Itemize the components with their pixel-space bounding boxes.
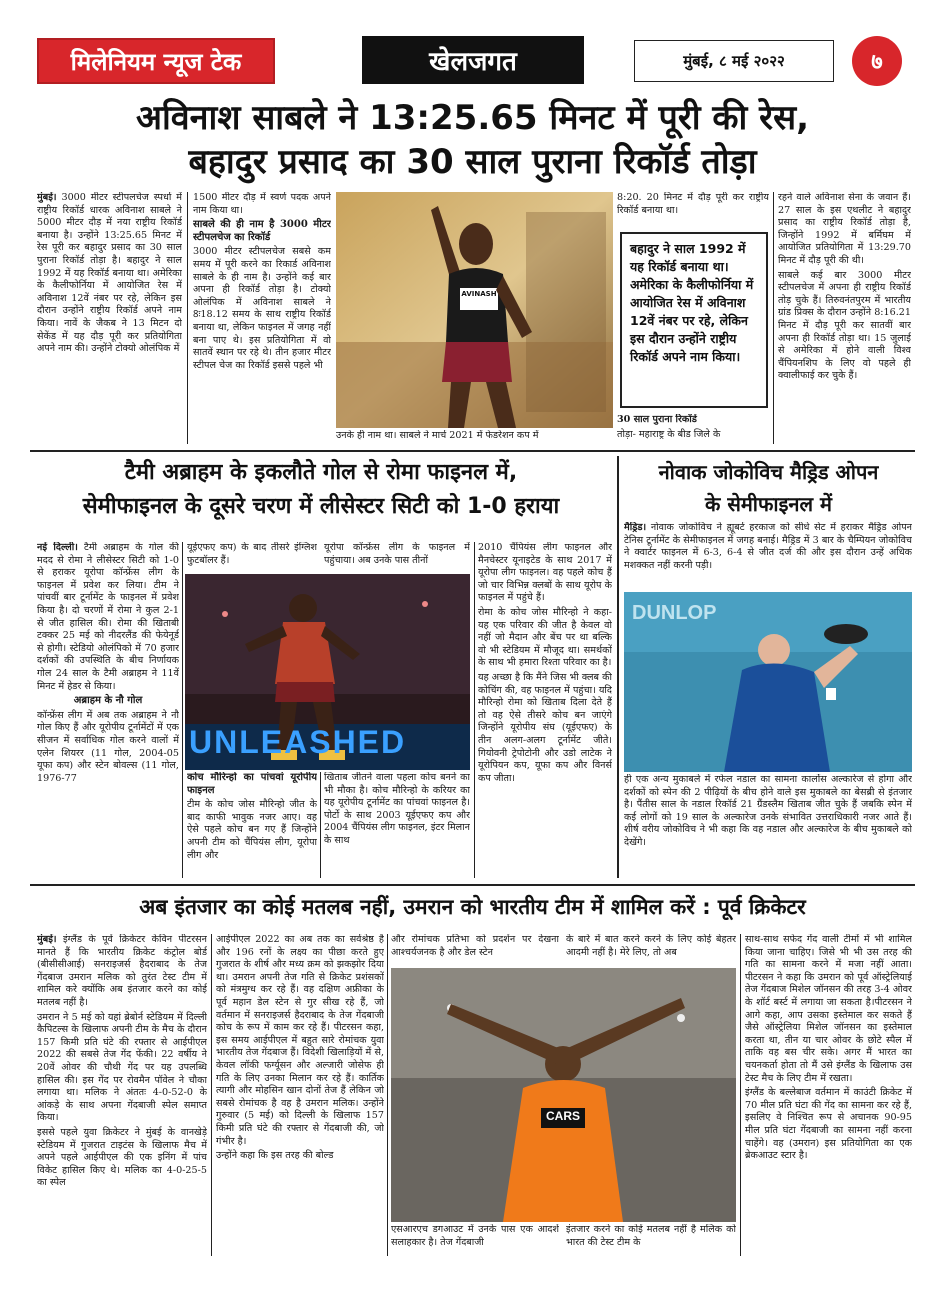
story1-callout-box bbox=[620, 232, 768, 408]
story1-headline bbox=[30, 96, 915, 184]
story2-column-3a bbox=[324, 542, 470, 570]
story2-col2a-text: यूईएफए कप) के बाद तीसरे इंग्लिश फुटबॉलर हैं। bbox=[187, 542, 317, 566]
story2-col4c-text: यह अच्छा है कि मैंने जिस भी क्लब की कोचिंग की, वह फाइनल में पहुंचा। यदि मौरिन्हो रोमा को खिताब दिला देते हैं तो वह ऐसे तीसरे कोच बन जाएंगे जिन्होंने यूरोपीय संघ (यूईएफए) के तीन अलग-अलग टूर्नामेंट जीते। गियोवनी ट्रेपोटोनी और उडो लाटेक ने यूरोपियन कप, यूफा कप और विनर्स कप जीता। bbox=[478, 671, 612, 784]
story4-col5b-text: इंग्लैंड के बल्लेबाज वर्तमान में काउंटी क्रिकेट में 70 मील प्रति घंटा की गेंद का सामना कर रहे हैं, इसलिए वे निश्चित रूप से अचानक 90-95 मील प्रति घंटा गेंदबाजी का सामना नहीं करना चाहेंगे। वह (उमरान) इस प्रतियोगिता का एक ब्रेकआउट स्टार है। bbox=[745, 1087, 912, 1162]
story2-col2b-text: टीम के कोच जोस मौरिन्हो जीत के बाद काफी भावुक नजर आए। वह ऐसे पहले कोच बन गए हैं जिन्होंने अपनी टीम को चैंपियंस लीग, यूरोपा लीग और bbox=[187, 799, 317, 861]
story1-subheading: साबले की ही नाम है 3000 मीटर स्टीपलचेज का रिकॉर्ड bbox=[193, 219, 331, 243]
tennis-photo bbox=[624, 592, 912, 772]
story4-col4a-text: के बारे में बात करने करने के लिए कोई बेहतर आदमी नहीं है। मेरे लिए, तो अब bbox=[566, 934, 736, 958]
story4-col1c-text: इससे पहले युवा क्रिकेटर ने मुंबई के वानखेड़े स्टेडियम में गुजरात टाइटंस के खिलाफ मैच में अपने पहले आईपीएल की एक इनिंग में पांच विकेट हासिल किए थे। मलिक का 4-0-25-5 का स्पेल bbox=[37, 1126, 207, 1189]
cricketer-caption-left bbox=[391, 1224, 559, 1256]
story3-headline-line1: नोवाक जोकोविच मैड्रिड ओपन bbox=[658, 460, 879, 484]
story1-column-3b bbox=[617, 414, 769, 444]
story2-column-3b bbox=[324, 772, 470, 878]
story2-dateline: नई दिल्ली। bbox=[37, 542, 78, 553]
story1-column-3 bbox=[617, 192, 769, 222]
story3-headline bbox=[622, 456, 915, 520]
story2-col3a-text: यूरोपा कॉन्फ्रेंस लीग के फाइनल में पहुंचाया। अब उनके पास तीनों bbox=[324, 542, 470, 566]
story2-col1-text: टैमी अब्राहम के गोल की मदद से रोमा ने लीसेस्टर सिटी को 1-0 से हराकर यूरोपा कॉन्फ्रेंस लीग के फाइनल में प्रवेश कर लिया। टीम ने पांचवीं बार टूर्नामेंट के फाइनल में प्रवेश किया है। दो चरणों में रोमा ने कुल 2-1 से जीत हासिल की। रोमा की खिताबी टक्कर 25 मई को नीदरलैंड की फेयेनूर्ड से होगी। स्टेडियो ओलंपिको में 70 हजार दर्शकों की उपस्थिति के बीच निर्णायक गोल 24 साल के टैमी अब्राहम ने 11वें मिनट में हेडर से किया। bbox=[37, 542, 179, 692]
story3-lead bbox=[624, 522, 912, 588]
brand-name: मिलेनियम न्यूज टेक bbox=[70, 47, 242, 76]
story4-col1b-text: उमरान ने 5 मई को यहां ब्रेबोर्न स्टेडियम में दिल्ली कैपिटल्स के खिलाफ अपनी टीम के मैच के दौरान 157 किमी प्रति घंटे की रफ्तार से आईपीएल 2022 की सबसे तेज गेंद फेंकी। 22 वर्षीय ने 20वें ओवर की चौथी गेंद पर यह उपलब्धि हासिल की। इस गेंद पर रोवमैन पॉवेल ने चौका लगाया था। मलिक ने अंततः 4-0-52-0 के आंकड़े के साथ अपना गेंदबाजी स्पेल समाप्त किया। bbox=[37, 1011, 207, 1124]
story1-column-4 bbox=[778, 192, 911, 444]
story1-dateline: मुंबई। bbox=[37, 192, 57, 203]
story2-col4-text: 2010 चैंपियंस लीग फाइनल और मैनचेस्टर यूनाइटेड के साथ 2017 में यूरोपा लीग फाइनल। वह पहले कोच हैं जो चार विभिन्न क्लबों के साथ यूरोप के फाइनल में पहुंचे हैं। bbox=[478, 542, 612, 604]
footballer-photo bbox=[185, 574, 470, 770]
story2-column-1 bbox=[37, 542, 179, 878]
story1-col3-text: 8:20. 20 मिनट में दौड़ पूरी कर राष्ट्रीय रिकॉर्ड बनाया था। bbox=[617, 192, 769, 216]
story2-headline-line1: टैमी अब्राहम के इकलौते गोल से रोमा फाइनल में, bbox=[124, 460, 518, 485]
story4-column-3a bbox=[391, 934, 559, 964]
court-sign-text: DUNLOP bbox=[632, 602, 717, 624]
story3-lead-text: नोवाक जोकोविच ने ह्यूबर्ट हरकाज को सीधे सेट में हराकर मैड्रिड ओपन टेनिस टूर्नामेंट के सेमीफाइनल में जगह बनाई। मैड्रिड में 3 बार के चैम्पियन जोकोविच ने क्वार्टर फाइनल में 6-3, 6-4 से जीत दर्ज की और इस दौरान उन्हें अधिक मशक्कत नहीं करनी पड़ी। bbox=[624, 522, 912, 571]
section-name: खेलजगत bbox=[429, 47, 517, 77]
story3-headline-line2: के सेमीफाइनल में bbox=[705, 492, 832, 516]
issue-date bbox=[634, 40, 834, 82]
story1-column-2 bbox=[193, 192, 331, 444]
page-number bbox=[852, 36, 902, 86]
story2-subheading-2: कोच मौरिन्हो का पांचवां यूरोपीय फाइनल bbox=[187, 772, 317, 796]
story3-dateline: मैड्रिड। bbox=[624, 522, 647, 533]
story2-column-2a bbox=[187, 542, 317, 570]
story4-column-1 bbox=[37, 934, 207, 1256]
story2-col1b-text: कॉन्फ्रेंस लीग में अब तक अब्राहम ने नौ गोल किए हैं और यूरोपीय टूर्नामेंटों में एक सीजन में सर्वाधिक गोल करने वालों में एलेन शियरर (11 गोल, 2004-05 यूफा कप) और स्टेन बोवल्स (11 गोल, 1976-77 bbox=[37, 709, 179, 784]
story1-col3b-text: तोड़ा- महाराष्ट्र के बीड जिले के bbox=[617, 428, 721, 440]
jersey-sponsor-text: CARS bbox=[545, 1109, 580, 1123]
story4-col2b-text: उन्होंने कहा कि इस तरह की बोल्ड bbox=[216, 1150, 334, 1162]
story2-headline-line2: सेमीफाइनल के दूसरे चरण में लीसेस्टर सिटी को 1-0 हराया bbox=[82, 494, 560, 519]
story4-col5-text: साथ-साथ सफेद गेंद वाली टीमों में भी शामिल किया जाना चाहिए। जिसे भी भी उस तरह की गति का सामना करने में मजा नहीं आता। पीटरसन ने कहा कि उमरान को पूर्व ऑस्ट्रेलियाई तेज गेंदबाज मिशेल जॉनसन की तरह 3-4 ओवर के शॉर्ट बर्स्ट में लगाया जा सकता है।पीटरसन ने आगे कहा, आप उसका इस्तेमाल कर सकते हैं जैसे ऑस्ट्रेलिया मिशेल जॉनसन का इस्तेमाल करता था, तीन या चार ओवर के छोटे स्पैल में ताकि वह बस चीर सके। अगर मैं भारत का चयनकर्ता होता तो मैं उसे इंग्लैंड के खिलाफ उस टेस्ट मैच के लिए टीम में रखता। bbox=[745, 934, 912, 1084]
story2-col3b-text: खिताब जीतने वाला पहला कोच बनने का भी मौका है। कोच मौरिन्हो के करियर का यह यूरोपीय टूर्नामेंट का पांचवां फाइनल है। पोर्टो के साथ 2003 यूईएफए कप और 2004 चैंपियंस लीग फाइनल, इंटर मिलान के साथ bbox=[324, 772, 470, 846]
story4-column-5 bbox=[745, 934, 912, 1256]
runner-caption-text: उनके ही नाम था। साबले ने मार्च 2021 में फेडरेशन कप में bbox=[336, 430, 539, 441]
runner-illustration bbox=[336, 192, 613, 428]
story4-column-4a bbox=[566, 934, 736, 964]
story1-col2b: 3000 मीटर स्टीपलचेज सबसे कम समय में पूरी करने का रिकार्ड अविनाश साबले के ही नाम है। उन्होंने कई बार अपना ही रिकॉर्ड तोड़ा है। टोक्यो ओलंपिक में अविनाश साबले ने 8ः18.12 समय के साथ राष्ट्रीय रिकॉर्ड बनाया था, लेकिन फाइनल में जगह नहीं बना पाए थे। इस प्रतियोगिता में वो सातवें स्थान पर रहे थे। तीन हजार मीटर स्टीपल चेज का रिकॉर्ड इससे पहले भी bbox=[193, 246, 331, 371]
story1-headline-line2: बहादुर प्रसाद का 30 साल पुराना रिकॉर्ड तोड़ा bbox=[188, 142, 757, 182]
story1-col4b-text: साबले कई बार 3000 मीटर स्टीपलचेज में अपना ही राष्ट्रीय रिकॉर्ड तोड़ चुके हैं। तिरुवनंतपुरम में भारतीय ग्रांड प्रिक्स के दौरान उन्होंने 8:16.21 मिनट में दौड़ पूरी कर सातवीं बार अपना ही रिकॉर्ड तोड़ा था। 15 जुलाई से अमेरिका में होने वाली विश्व चैंपियनशिप के लिए वो पहले ही क्वालीफाई कर चुके हैं। bbox=[778, 269, 911, 382]
story4-column-2 bbox=[216, 934, 384, 1256]
story2-headline bbox=[30, 456, 612, 524]
cricketer-caption-right-text: इंतजार करने का कोई मतलब नहीं है मलिक को भारत की टेस्ट टीम के bbox=[566, 1224, 736, 1248]
cricketer-caption-right bbox=[566, 1224, 736, 1256]
story1-column-1 bbox=[37, 192, 182, 444]
story1-col4-text: रहने वाले अविनाश सेना के जवान हैं। 27 साल के इस एथलीट ने बहादुर प्रसाद का राष्ट्रीय रिकॉर्ड तोड़ा है, जिन्होंने 1992 में बर्मिघम में आयोजित प्रतियोगिता में 13:29.70 मिनट में दौड़ पूरी की थी। bbox=[778, 192, 911, 266]
story1-col3-subheading: 30 साल पुराना रिकॉर्ड bbox=[617, 414, 697, 425]
cricketer-caption-left-text: एसआरएच डगआउट में उनके पास एक आदर्श सलाहकार है। तेज गेंदबाजी bbox=[391, 1224, 559, 1248]
story1-col2a: 1500 मीटर दौड़ में स्वर्ण पदक अपने नाम किया था। bbox=[193, 192, 331, 216]
story4-col2-text: आईपीएल 2022 का अब तक का सर्वश्रेष्ठ है और 196 रनों के लक्ष्य का पीछा करते हुए गुजरात के शीर्ष और मध्य क्रम को झकझोर दिया था। उमरान अपनी तेज गति से क्रिकेट प्रशंसकों को मंत्रमुग्ध कर रहे हैं। वह दक्षिण अफ्रीका के पूर्व महान डेल स्टेन से गुर सीख रहे हैं, जो वर्तमान में सनराइजर्स हैदराबाद के तेज गेंदबाजी कोच के रूप में काम कर रहे हैं। पीटरसन कहा, इस समय आईपीएल में बहुत सारे रोमांचक युवा भारतीय तेज गेंदबाज हैं। विदेशी खिलाड़ियों में से, केवल लॉकी फर्ग्यूसन और अल्जारी जोसेफ ही गति के लिए उनका मिलान कर रहे हैं। कार्तिक त्यागी और मोहसिन खान दोनों तेज हैं लेकिन जो सबसे रोमांचक है वह है उमरान मलिक। उन्होंने गुरुवार (5 मई) को दिल्ली के खिलाफ 157 किमी प्रति घंटे की रफ्तार से गेंदबाजी की, जो गंभीर है। bbox=[216, 934, 384, 1147]
story3-body bbox=[624, 774, 912, 878]
issue-date-text: मुंबई, ८ मई २०२२ bbox=[683, 52, 785, 70]
story4-headline-text: अब इंतजार का कोई मतलब नहीं, उमरान को भारतीय टीम में शामिल करें : पूर्व क्रिकेटर bbox=[139, 895, 806, 919]
story1-col1-text: 3000 मीटर स्टीपलचेज स्पर्धा में राष्ट्रीय रिकॉर्ड धारक अविनाश साबले ने 5000 मीटर दौड़ में नया राष्ट्रीय रिकॉर्ड बनाया है। उन्होंने 13:25.65 मिनट में रेस पूरी कर बहादुर प्रसाद का 30 साल पुराना रिकॉर्ड तोड़ा है। बहादुर ने साल 1992 में यह रिकॉर्ड बनाया था। अमेरिका के कैलीफोर्निया में आयोजित रेस में अविनाश 12वें नंबर पर रहे, लेकिन इस दौरान उन्होंने राष्ट्रीय रिकॉर्ड अपने नाम किया। नावें के जैकब ने 13 मिटन दो सेकेंड में यह दौड़ पूरी कर प्रतियोगिता अपने नाम की। उन्होंने टोक्यो ओलंपिक में bbox=[37, 192, 182, 355]
brand-banner bbox=[37, 38, 275, 84]
story3-body-text: ही एक अन्य मुकाबले में रफेल नडाल का सामना कार्लोस अल्कारेज से होगा और दर्शकों को स्पेन की 2 पीढ़ियों के बीच होने वाले इस मुकाबले का बेसब्री से इंतजार है। पैंतीस साल के नडाल रिकॉर्ड 21 ग्रैंडस्लैम खिताब जीत चुके हैं जबकि स्पेन में कई लोगों को 19 साल के अल्कारेज उनके संभावित उत्तराधिकारी नजर आते हैं। शीर्ष वरीय जोकोविच ने भी कहा कि वह नडाल और अल्कारेज के बीच मुकाबले को देखेंगे। bbox=[624, 774, 912, 848]
story2-col4b-text: रोमा के कोच जोस मौरिन्हो ने कहा- यह एक परिवार की जीत है केवल वो नहीं जो मैदान और बेंच पर था बल्कि वो भी स्टेडियम में मौजूद था। समर्थकों के साथ भी हमारा रिश्ता परिवार का है। bbox=[478, 606, 612, 669]
story1-headline-line1: अविनाश साबले ने 13:25.65 मिनट में पूरी की रेस, bbox=[136, 98, 809, 138]
story4-dateline: मुंबई। bbox=[37, 934, 57, 945]
story4-col3a-text: और रोमांचक प्रतिभा को प्रदर्शन पर देखना आश्चर्यजनक है और डेल स्टेन bbox=[391, 934, 559, 958]
cricketer-photo bbox=[391, 968, 736, 1222]
page-number-text: ७ bbox=[871, 50, 883, 75]
runner-bib-text: AVINASH bbox=[461, 290, 497, 298]
runner-photo-caption bbox=[336, 430, 613, 444]
story2-subheading-1: अब्राहम के नौ गोल bbox=[73, 695, 143, 707]
story4-col1-text: इंग्लैंड के पूर्व क्रिकेटर केविन पीटरसन मानते हैं कि भारतीय क्रिकेट कंट्रोल बोर्ड (बीसीसीआई) सनराइजर्स हैदराबाद के तेज गेंदबाज उमरान मलिक को तुरंत टेस्ट टीम में शामिल करे क्योंकि अब इंतजार करने का कोई मतलब नहीं है। bbox=[37, 934, 207, 1008]
photo-banner-text: UNLEASHED bbox=[189, 724, 407, 760]
cricketer-illustration bbox=[391, 968, 736, 1222]
section-banner bbox=[362, 36, 584, 84]
story1-callout-text: बहादुर ने साल 1992 में यह रिकॉर्ड बनाया था। अमेरिका के कैलीफोर्निया में आयोजित रेस में अविनाश 12वें नंबर पर रहे, लेकिन इस दौरान उन्होंने राष्ट्रीय रिकॉर्ड अपने नाम किया। bbox=[630, 241, 754, 364]
story2-column-2b bbox=[187, 772, 317, 878]
story4-headline bbox=[30, 890, 915, 924]
story2-column-4 bbox=[478, 542, 612, 878]
runner-photo bbox=[336, 192, 613, 428]
